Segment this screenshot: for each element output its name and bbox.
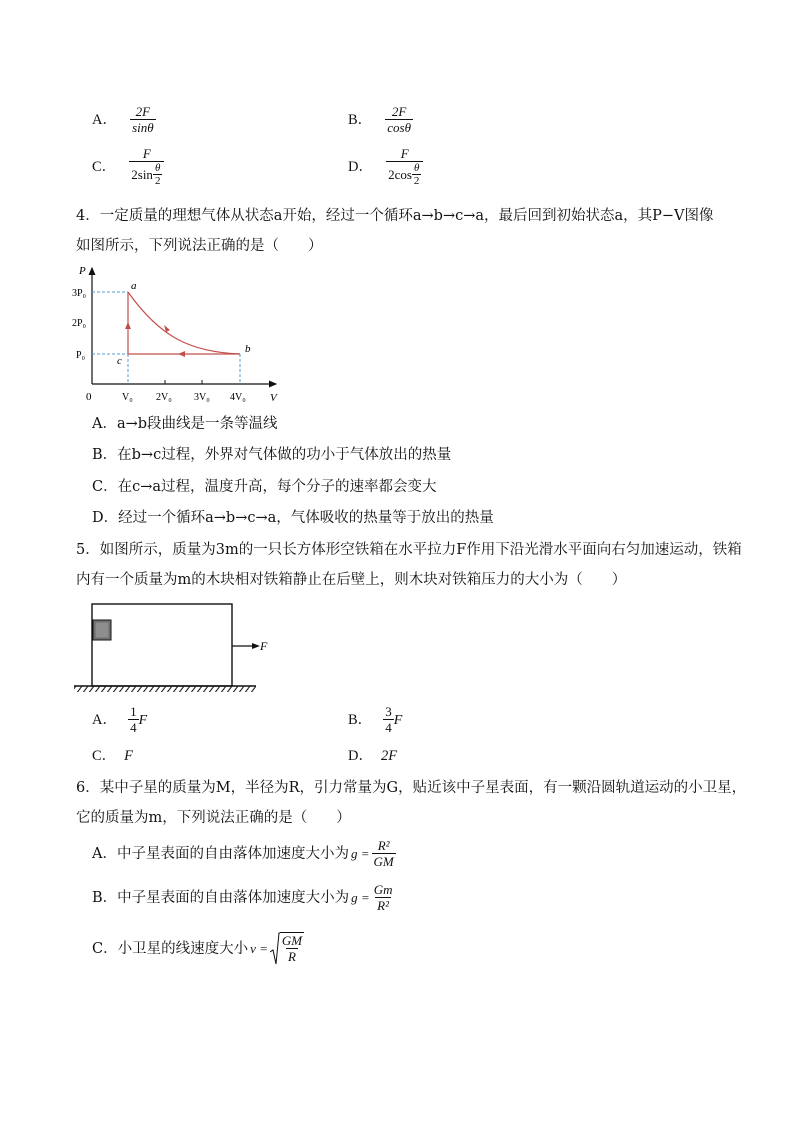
pv-graph (70, 262, 290, 410)
q5-option-c[interactable]: C． F (92, 748, 134, 764)
fraction: $\frac{3}{4}$ (385, 704, 392, 735)
x-axis-label: V (270, 392, 277, 404)
y-tick-label: P₀ (76, 350, 86, 361)
x-tick-label: 3V₀ (194, 392, 210, 403)
q3-option-a[interactable] (92, 104, 156, 135)
point-a-label: a (131, 280, 137, 292)
option-letter: D． (348, 748, 373, 764)
fraction: $\frac{GM}{R}$ (281, 933, 303, 964)
fraction: F 2cos $\frac{\theta}{2}$ (386, 146, 423, 187)
q4-option-a[interactable]: A．a→b段曲线是一条等温线 (92, 416, 278, 432)
arrow-ca-icon (125, 322, 131, 329)
q5-option-d[interactable]: D． 2F (348, 748, 398, 764)
x-tick-label: 2V₀ (156, 392, 172, 403)
force-arrow-icon (252, 643, 260, 649)
q5-stem-line2: 内有一个质量为m的木块相对铁箱静止在后壁上，则木块对铁箱压力的大小为（ ） (76, 572, 627, 588)
option-letter: B． (348, 712, 373, 728)
sqrt-icon (270, 932, 280, 966)
q4-stem-line2: 如图所示，下列说法正确的是（ ） (76, 238, 323, 254)
q3-option-b[interactable] (348, 104, 413, 135)
box-diagram (70, 598, 280, 694)
force-label: F (260, 639, 268, 653)
q6-option-a[interactable]: A．中子星表面的自由落体加速度大小为 g = $\frac{\text{R²}}{GM}$ (92, 838, 394, 869)
option-letter: C． (92, 159, 117, 175)
q4-option-c[interactable]: C．在c→a过程，温度升高，每个分子的速率都会变大 (92, 479, 437, 495)
q5-option-a[interactable]: A． $\frac{1}{4}$ F (92, 704, 148, 735)
q6-stem-line1: 6．某中子星的质量为M，半径为R，引力常量为G，贴近该中子星表面，有一颗沿圆轨道运动的小卫星， (76, 780, 747, 796)
y-tick-label: 3P₀ (72, 288, 87, 299)
curve-ab (128, 292, 240, 354)
point-b-label: b (245, 343, 251, 355)
q6-option-b[interactable]: B．中子星表面的自由落体加速度大小为 g = $\frac{Gm}{\text{R²}}$ (92, 882, 393, 913)
q6-option-c[interactable]: C．小卫星的线速度大小 v = $\frac{GM}{R}$ (92, 933, 303, 964)
iron-box (92, 604, 232, 686)
x-tick-label: 4V₀ (230, 392, 246, 403)
point-c-label: c (117, 355, 122, 367)
origin-label: 0 (86, 391, 92, 403)
arrow-bc-icon (178, 351, 185, 357)
q5-option-b[interactable]: B． $\frac{3}{4}$ F (348, 704, 403, 735)
fraction: $\frac{1}{4}$ (130, 704, 137, 735)
option-letter: A． (92, 112, 117, 128)
q3-option-d[interactable] (348, 146, 423, 187)
y-tick-label: 2P₀ (72, 318, 87, 329)
option-letter: D． (348, 159, 373, 175)
x-tick-label: V₀ (122, 392, 133, 403)
q3-option-c[interactable] (92, 146, 164, 187)
q4-option-b[interactable]: B．在b→c过程，外界对气体做的功小于气体放出的热量 (92, 447, 452, 463)
q5-stem-line1: 5．如图所示，质量为3m的一只长方体形空铁箱在水平拉力F作用下沿光滑水平面向右匀加速运动，铁箱 (76, 542, 742, 558)
option-letter: A． (92, 712, 117, 728)
fraction: $\frac{2F}{\sin\theta}$ (132, 104, 154, 135)
fraction: $\frac{Gm}{\text{R²}}$ (373, 882, 393, 913)
ground-hatch (74, 686, 256, 692)
fraction: $\frac{2F}{\cos\theta}$ (387, 104, 411, 135)
q4-stem-line1: 4．一定质量的理想气体从状态a开始，经过一个循环a→b→c→a，最后回到初始状态a，其P−V图像 (76, 208, 714, 224)
y-axis-label: P (79, 265, 86, 277)
q6-stem-line2: 它的质量为m，下列说法正确的是（ ） (76, 810, 351, 826)
option-letter: B． (348, 112, 373, 128)
fraction: $\frac{\text{R²}}{GM}$ (373, 838, 394, 869)
fraction: F 2sin $\frac{\theta}{2}$ (129, 146, 164, 187)
sqrt-expression (270, 932, 304, 966)
q4-option-d[interactable]: D．经过一个循环a→b→c→a，气体吸收的热量等于放出的热量 (92, 510, 494, 526)
option-letter: C． (92, 748, 117, 764)
